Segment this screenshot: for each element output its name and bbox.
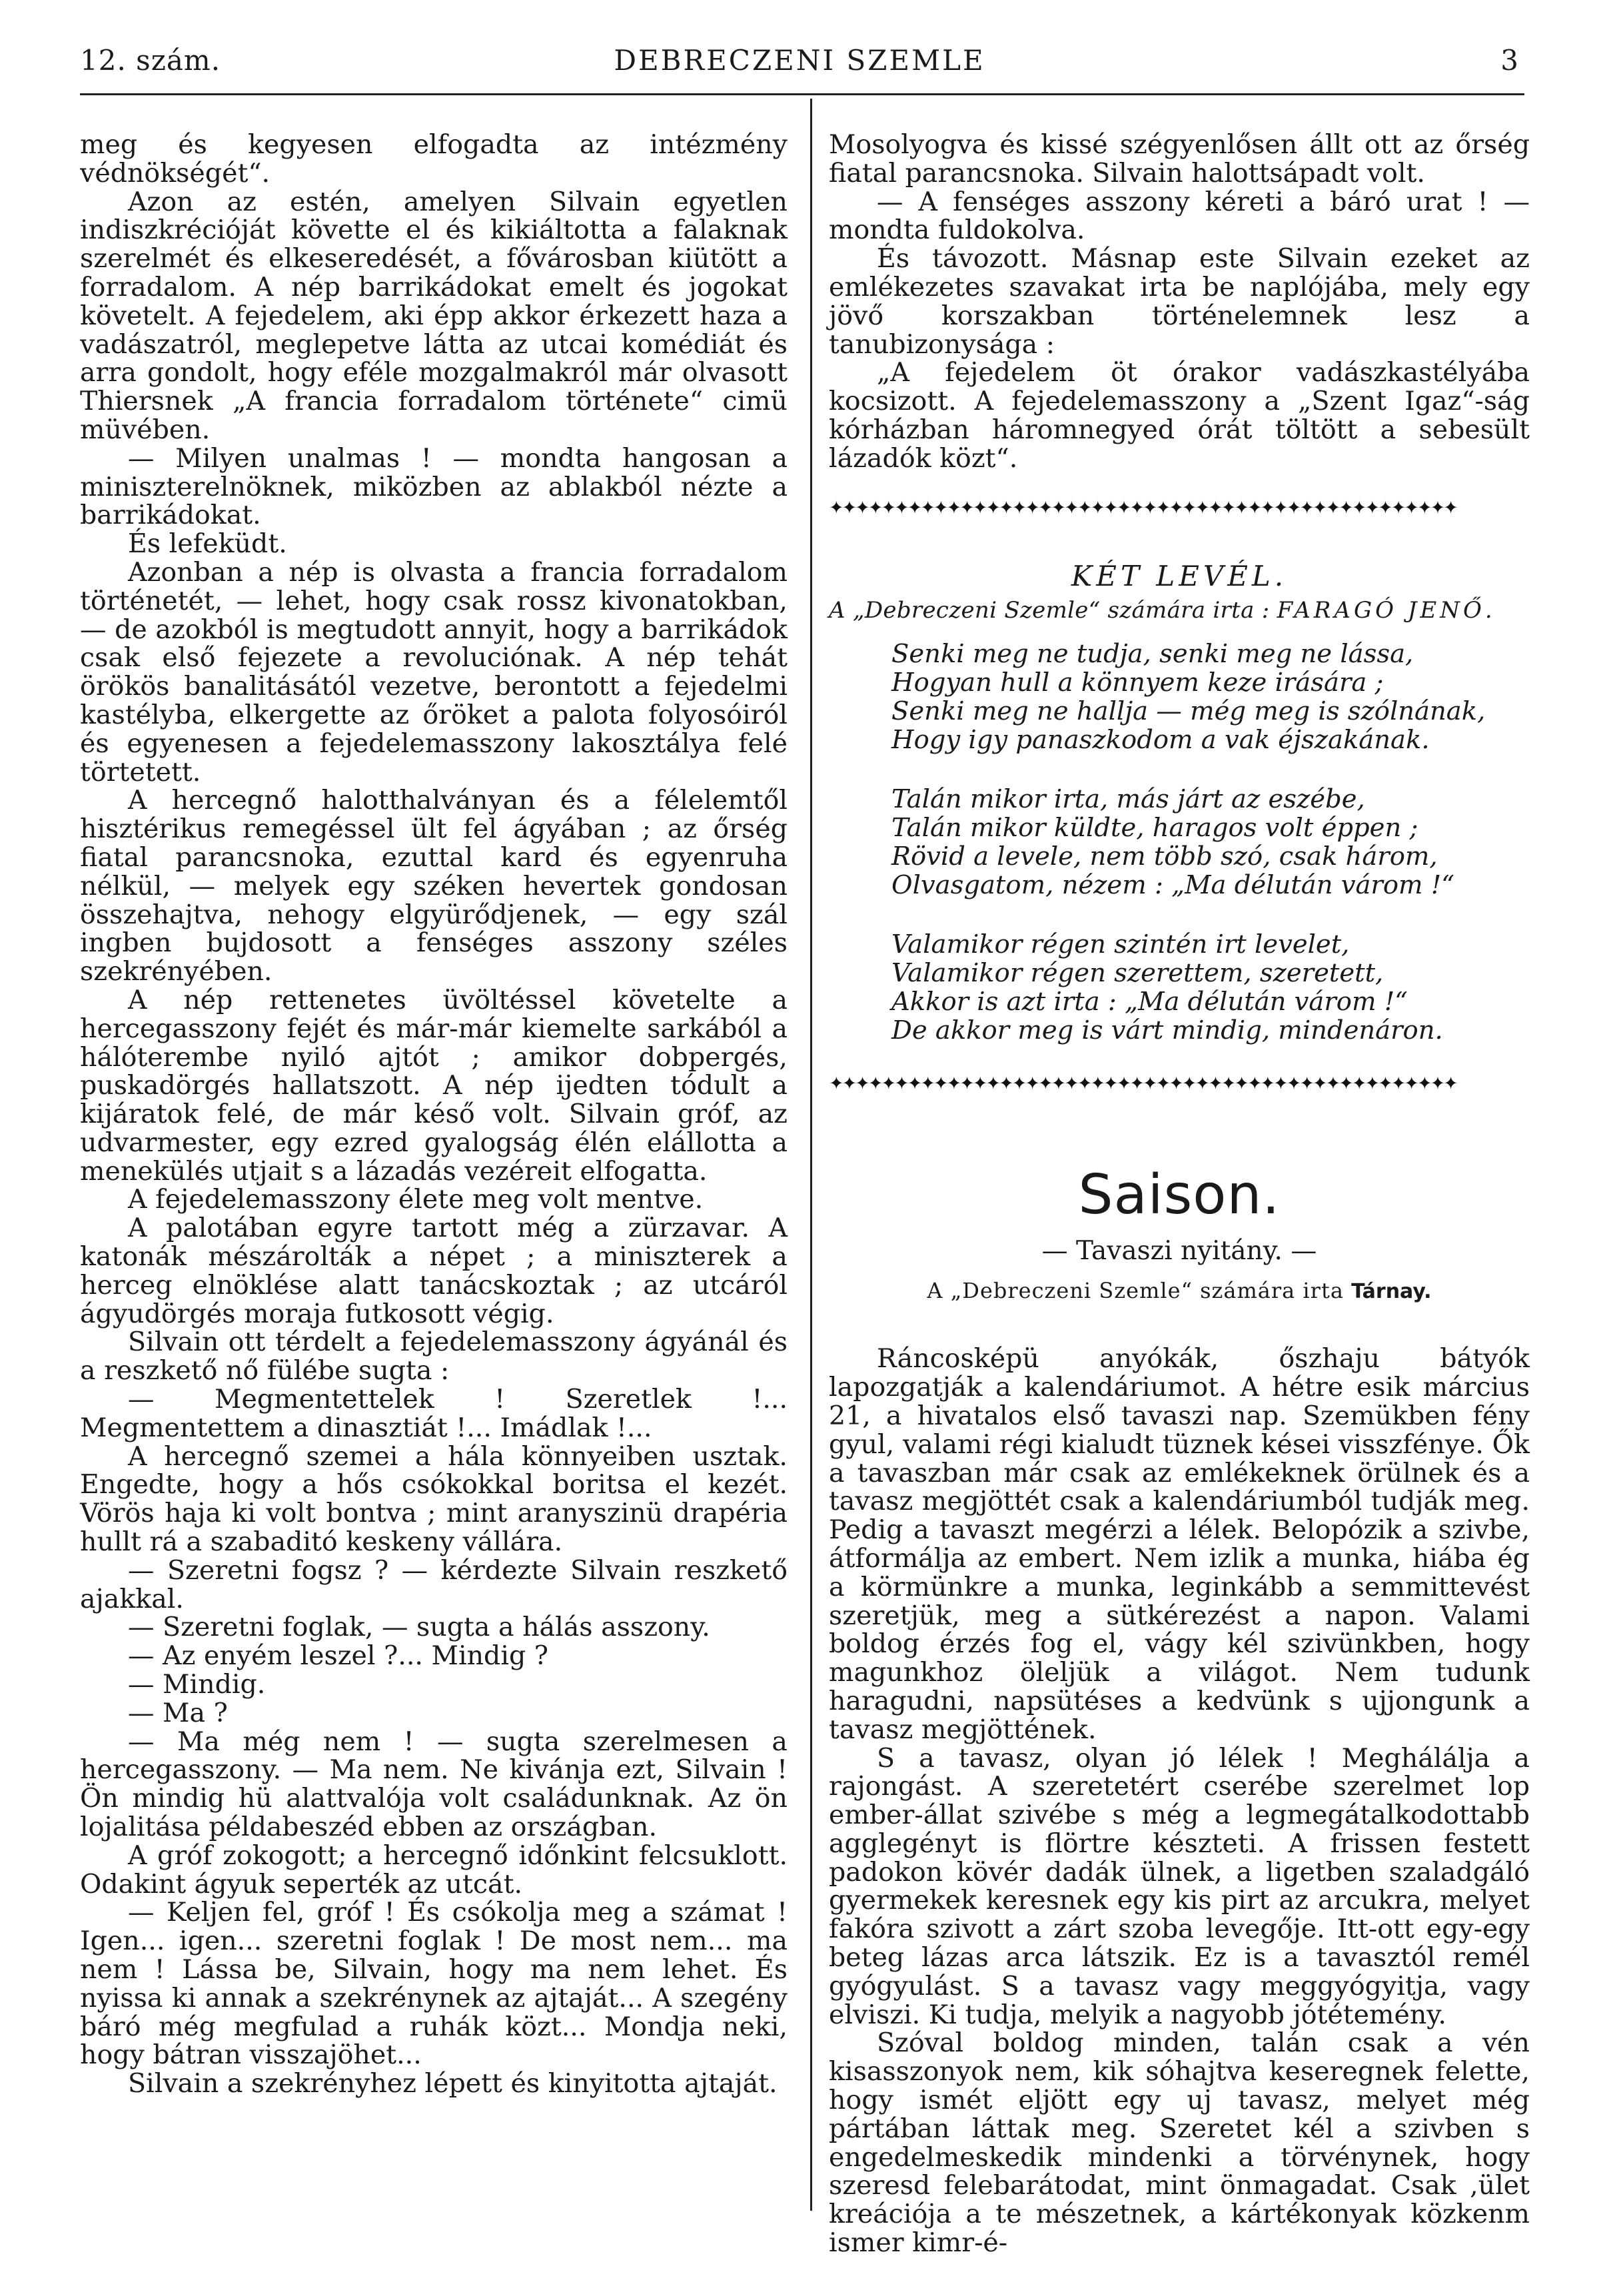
paragraph: „A fejedelem öt órakor vadászkastélyába kocsizott. A fejedelemasszony a „Szent Igaz“-ság kórházban háromnegyed órát töltött a sebesült lázadók közt“. [829,357,1530,474]
poem-line: Senki meg ne tudja, senki meg ne lássa, [891,638,1414,669]
paragraph: — Az enyém leszel ?... Mindig ? [128,1640,548,1672]
paragraph: A fejedelemasszony élete meg volt mentve. [128,1184,704,1215]
left-column [80,131,788,2098]
paragraph: Silvain ott térdelt a fejedelemasszony ágyánál és a reszkető nő fülébe sugta : [80,1327,788,1387]
paragraph: A hercegnő halotthalványan és a félelemtől hisztérikus remegéssel ült fel ágyában ; az őrség fiatal parancsnoka, ezuttal kard és egyenruha nélkül, — melyek egy széken hevertek gondosan összehajtva, nehogy elgyürődjenek, — egy szál ingben bujdosott a fenséges asszony széles szekrényében. [80,785,788,987]
poem-line: Hogyan hull a könnyem keze irására ; [891,667,1384,698]
byline-prefix: A „Debreczeni Szemle“ számára irta : [829,597,1270,624]
poem-line: Talán mikor küldte, haragos volt éppen ; [891,812,1418,843]
column-divider [810,99,812,2211]
paragraph: — Keljen fel, gróf ! És csókolja meg a számat ! Igen... igen... szeretni foglak ! De most nem... ma nem ! Lássa be, Silvain, hogy ma nem lehet. És nyissa ki annak a szekrénynek az ajtaját... A szegény báró még megfulad a ruhák közt... Mondja neki, hogy bátran visszajöhet... [80,1897,788,2071]
paragraph: Azon az estén, amelyen Silvain egyetlen indiszkrécióját követte el és kikiáltotta a falaknak szerelmét és elkeseredését, a fővárosban kiütött a forradalom. A nép barrikádokat emelt és jogokat követelt. A fejedelem, aki épp akkor érkezett haza a vadászatról, meglepetve látta az utcai komédiát és arra gondolt, hogy eféle mozgalmakról már olvasott Thiersnek „A francia forradalom története“ cimü müvében. [80,186,788,445]
poem-line: Olvasgatom, nézem : „Ma délután várom !“ [891,869,1454,900]
paragraph: És lefeküdt. [128,528,287,560]
paragraph: Szóval boldog minden, talán csak a vén kisasszonyok nem, kik sóhajtva keseregnek felette, hogy ismét eljött egy uj tavasz, melyet még pártában láttak meg. Szeretet kél a szivben s engedelmeskedik mindenki a törvénynek, hogy szeresd felebarátodat, mint önmagadat. Csak ,ület kreációja a te mészetnek, a kártékonyak közkenm ismer kimr-é- [829,2027,1530,2259]
stanza [891,640,1530,754]
paragraph: Mosolyogva és kissé szégyenlősen állt ott az őrség fiatal parancsnoka. Silvain halottsápadt volt. [829,129,1530,189]
paragraph: — Ma még nem ! — sugta szerelmesen a hercegasszony. — Ma nem. Ne kivánja ezt, Silvain ! Ön mindig hü alattvalója volt családunknak. Az ön lojalitása példabeszéd ebben az országban. [80,1726,788,1843]
page-number: 3 [1500,44,1519,77]
paragraph: Azonban a nép is olvasta a francia forradalom történetét, — lehet, hogy csak rossz kivonatokban, — de azokból is megtudott annyit, hogy a barrikádok csak első fejezete a revoluciónak. A nép tehát örökös banalitásától vezetve, berontott a fejedelmi kastélyba, elkergette az őröket a palota folyosóiról és egyenesen a fejedelemasszony lakosztálya felé törtetett. [80,556,788,788]
poem-byline [829,596,1530,625]
paragraph: Ráncosképü anyókák, őszhaju bátyók lapozgatják a kalendáriumot. A hétre esik március 21, a hivatalos első tavaszi nap. Szemükben fény gyul, valami régi kialudt tüznek kései visszfénye. Ők a tavaszban már csak az emlékeknek örülnek és a tavasz megjöttét csak a kalendáriumból tudják meg. Pedig a tavaszt megérzi a lélek. Belopózik a szivbe, átformálja az embert. Nem izlik a munka, hiába ég a körmünkre a munka, leginkább a semmittevést szeretjük, meg a sütkérezést a napon. Valami boldog érzés fog el, vágy kél szivünkben, hogy magunkhoz öleljük a világot. Nem tudunk haragudni, napsütéses a kedvünk s ujjongunk a tavasz megjöttének. [829,1343,1530,1745]
poem-line: Senki meg ne hallja — még meg is szólnának, [891,696,1486,726]
poem-line: Talán mikor irta, más járt az eszébe, [891,784,1365,814]
ornament-divider: ✦✦✦✦✦✦✦✦✦✦✦✦✦✦✦✦✦✦✦✦✦✦✦✦✦✦✦✦✦✦✦✦✦✦✦✦✦✦✦✦✦✦✦✦✦✦✦✦ [829,1073,1456,1094]
paragraph: — Milyen unalmas ! — mondta hangosan a miniszterelnöknek, miközben az ablakból nézte a barrikádokat. [80,442,788,531]
page-header [80,44,1519,92]
paragraph: A hercegnő szemei a hála könnyeiben usztak. Engedte, hogy a hős csókokkal boritsa el kezét. Vörös haja ki volt bontva ; mint aranyszinü drapéria hullt rá a szabaditó keskeny vállára. [80,1440,788,1558]
poem-line: De akkor meg is várt mindig, mindenáron. [891,1015,1443,1045]
article-body [829,1345,1530,2257]
right-column [829,131,1530,2257]
paragraph: A gróf zokogott; a hercegnő időnkint felcsuklott. Odakint ágyuk seperték az utcát. [80,1840,788,1900]
header-rule [80,93,1524,95]
paragraph: És távozott. Másnap este Silvain ezeket az emlékezetes szavakat irta be naplójába, mely egy jövő korszakban történelemnek lesz a tanubizonysága : [829,243,1530,360]
paragraph: — Szeretni foglak, — sugta a hálás asszony. [128,1612,710,1643]
poem-author: FARAGÓ JENŐ. [1277,597,1496,624]
paragraph: — Mindig. [128,1669,266,1700]
poem [891,640,1530,1045]
stanza [891,930,1530,1045]
article-title: Saison. [1078,1163,1281,1227]
paragraph: — Megmentettelek ! Szeretlek !... Megmentettem a dinasztiát !... Imádlak !... [80,1384,788,1443]
article-subtitle: — Tavaszi nyitány. — [1041,1235,1317,1266]
byline-prefix: A „Debreczeni Szemle“ számára irta [927,1277,1344,1303]
poem-line: Akkor is azt irta : „Ma délután várom !“ [891,986,1408,1017]
poem-title: KÉT LEVÉL. [1071,560,1288,593]
stanza [891,785,1530,899]
paragraph: A nép rettenetes üvöltéssel követelte a hercegasszony fejét és már-már kiemelte sarkából a hálóterembe nyiló ajtót ; amikor dobpergés, puskadörgés hallatszott. A nép ijedten tódult a kijáratok felé, de már késő volt. Silvain gróf, az udvarmester, egy ezred gyalogság élén elállotta a menekülés utjait s a lázadás vezéreit elfogatta. [80,984,788,1187]
article-byline [829,1277,1530,1307]
paragraph: — Ma ? [128,1697,228,1728]
issue-number: 12. szám. [80,44,221,77]
masthead-title: DEBRECZENI SZEMLE [614,44,985,77]
paragraph: meg és kegyesen elfogadta az intézmény védnökségét“. [80,129,788,189]
paragraph: S a tavasz, olyan jó lélek ! Meghálálja a rajongást. A szeretetért cserébe szerelmet lop ember-állat szivébe s még a legmegátalkodottabb agglegényt is flörtre készteti. A frissen festett padokon kövér dadák ülnek, a ligetben szaladgáló gyermekek keresnek egy kis pirt az arcukra, melyet fakóra szivott a zárt szoba levegője. Itt-ott egy-egy beteg lázas arca látszik. Ez is a tavasztól remél gyógyulást. S a tavasz vagy meggyógyitja, vagy elviszi. Ki tudja, melyik a nagyobb jótétemény. [829,1742,1530,2030]
poem-line: Valamikor régen szerettem, szeretett, [891,957,1384,988]
paragraph: A palotában egyre tartott még a zürzavar. A katonák mészárolták a népet ; a miniszterek a herceg elnöklése alatt tanácskoztak ; az utcáról ágyudörgés moraja futkosott végig. [80,1213,788,1329]
paragraph: Silvain a szekrényhez lépett és kinyitotta ajtaját. [128,2068,778,2099]
poem-line: Valamikor régen szintén irt levelet, [891,929,1350,959]
poem-line: Hogy igy panaszkodom a vak éjszakának. [891,724,1430,755]
article-author: Tárnay. [1351,1279,1432,1303]
poem-line: Rövid a levele, nem több szó, csak három, [891,841,1438,871]
ornament-divider: ✦✦✦✦✦✦✦✦✦✦✦✦✦✦✦✦✦✦✦✦✦✦✦✦✦✦✦✦✦✦✦✦✦✦✦✦✦✦✦✦✦✦✦✦✦✦✦✦ [829,497,1456,518]
paragraph: — A fenséges asszony kéreti a báró urat ! — mondta fuldokolva. [829,186,1530,246]
paragraph: — Szeretni fogsz ? — kérdezte Silvain reszkető ajakkal. [80,1554,788,1614]
